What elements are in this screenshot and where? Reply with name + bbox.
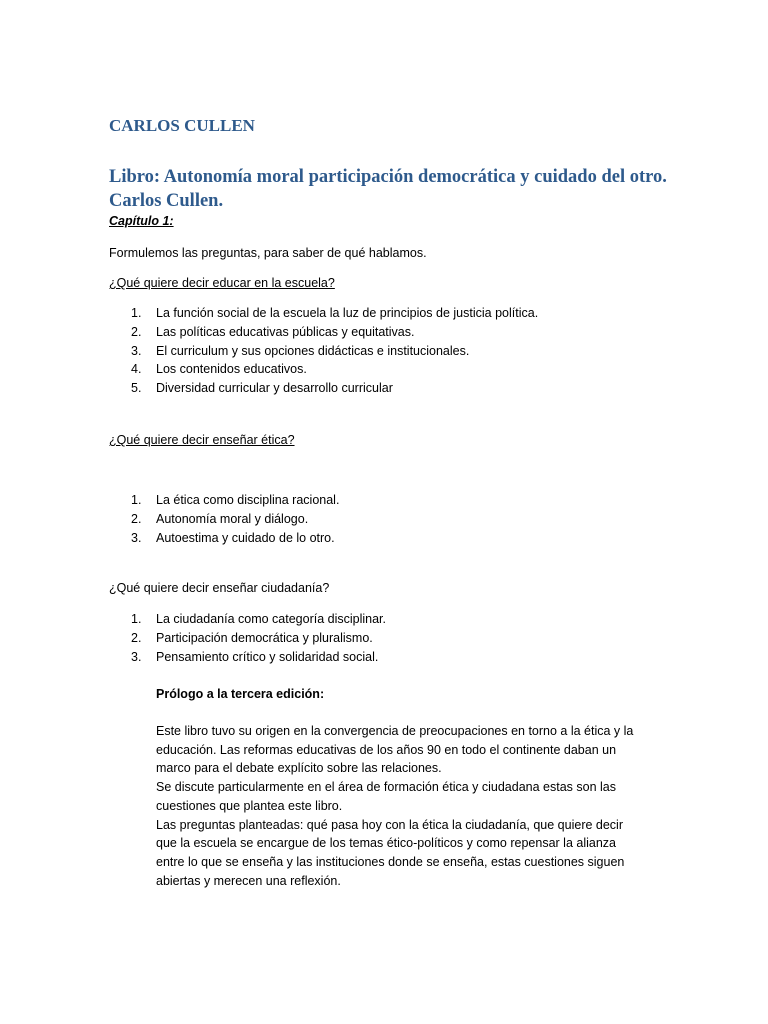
list-item-number: 3. bbox=[131, 649, 142, 664]
list-item-number: 2. bbox=[131, 511, 142, 526]
list-item bbox=[109, 510, 339, 529]
list-item bbox=[109, 379, 538, 398]
list-item-text: Autoestima y cuidado de lo otro. bbox=[156, 530, 335, 545]
prologue-line: Este libro tuvo su origen en la convergencia de preocupaciones en torno a la ética y la bbox=[156, 724, 634, 738]
question-heading: ¿Qué quiere decir enseñar ética? bbox=[109, 433, 295, 447]
numbered-list bbox=[109, 304, 538, 398]
question-heading: ¿Qué quiere decir educar en la escuela? bbox=[109, 276, 335, 290]
list-item-number: 3. bbox=[131, 530, 142, 545]
numbered-list bbox=[109, 610, 386, 666]
prologue-title: Prólogo a la tercera edición: bbox=[156, 687, 325, 701]
prologue-line: Las preguntas planteadas: qué pasa hoy con la ética la ciudadanía, que quiere decir bbox=[156, 817, 623, 832]
list-item bbox=[109, 610, 386, 629]
list-item bbox=[109, 342, 538, 361]
list-item-number: 4. bbox=[131, 362, 142, 377]
list-item-text: El curriculum y sus opciones didácticas e institucionales. bbox=[156, 343, 470, 358]
prologue-line: abiertas y merecen una reflexión. bbox=[156, 873, 341, 888]
intro-paragraph: Formulemos las preguntas, para saber de qué hablamos. bbox=[109, 246, 427, 260]
prologue-line: educación. Las reformas educativas de los años 90 en todo el continente daban un bbox=[156, 742, 617, 757]
list-item-text: La función social de la escuela la luz de principios de justicia política. bbox=[156, 306, 539, 320]
prologue-line: marco para el debate explícito sobre las relaciones. bbox=[156, 761, 442, 776]
list-item-text: La ética como disciplina racional. bbox=[156, 493, 340, 507]
list-item bbox=[109, 304, 538, 323]
list-item-text: Participación democrática y pluralismo. bbox=[156, 630, 373, 645]
list-item-number: 5. bbox=[131, 381, 142, 396]
author-heading: CARLOS CULLEN bbox=[109, 116, 255, 135]
list-item-number: 3. bbox=[131, 343, 142, 358]
list-item-text: Pensamiento crítico y solidaridad social. bbox=[156, 649, 379, 664]
list-item-text: Diversidad curricular y desarrollo curricular bbox=[156, 381, 393, 396]
list-item-number: 1. bbox=[131, 612, 142, 626]
question-heading: ¿Qué quiere decir enseñar ciudadanía? bbox=[109, 581, 330, 595]
chapter-label: Capítulo 1: bbox=[109, 214, 174, 228]
prologue-paragraph bbox=[156, 722, 676, 890]
list-item-text: La ciudadanía como categoría disciplinar. bbox=[156, 612, 387, 626]
list-item-number: 2. bbox=[131, 630, 142, 645]
list-item-number: 2. bbox=[131, 324, 142, 339]
prologue-line: que la escuela se encargue de los temas ético-políticos y como repensar la alianza bbox=[156, 836, 616, 851]
prologue-line: cuestiones que plantea este libro. bbox=[156, 798, 343, 813]
prologue-line: Se discute particularmente en el área de formación ética y ciudadana estas son las bbox=[156, 780, 616, 795]
list-item bbox=[109, 360, 538, 379]
list-item-number: 1. bbox=[131, 306, 142, 320]
prologue-line: entre lo que se enseña y las instituciones donde se enseña, estas cuestiones siguen bbox=[156, 854, 625, 869]
list-item bbox=[109, 491, 339, 510]
list-item bbox=[109, 323, 538, 342]
book-title: Libro: Autonomía moral participación democrática y cuidado del otro. Carlos Cullen. bbox=[109, 167, 667, 211]
list-item-text: Autonomía moral y diálogo. bbox=[156, 511, 309, 526]
list-item bbox=[109, 529, 339, 548]
numbered-list bbox=[109, 491, 339, 547]
list-item bbox=[109, 648, 386, 667]
list-item-text: Las políticas educativas públicas y equitativas. bbox=[156, 324, 415, 339]
list-item bbox=[109, 629, 386, 648]
list-item-number: 1. bbox=[131, 493, 142, 507]
list-item-text: Los contenidos educativos. bbox=[156, 362, 307, 377]
